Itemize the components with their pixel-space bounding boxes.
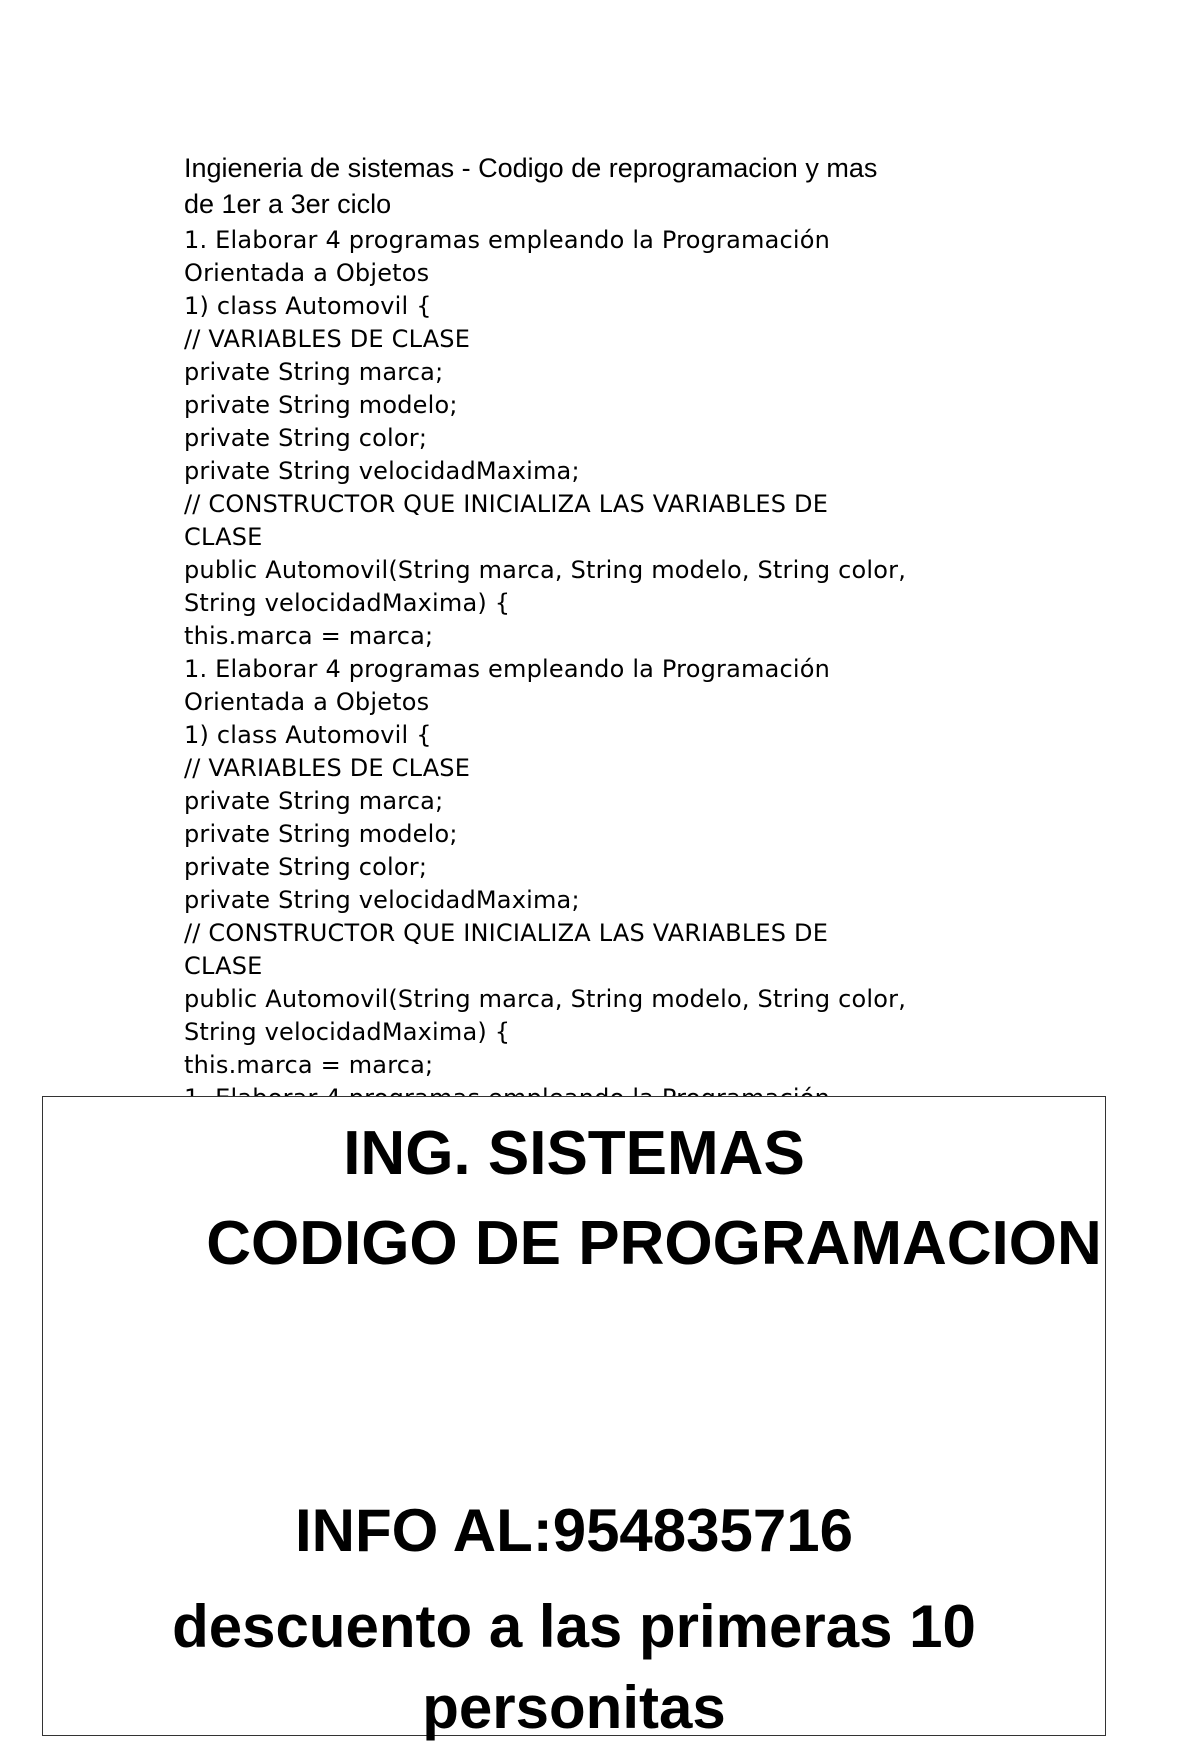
body-line: private String modelo;: [184, 391, 458, 419]
body-line: public Automovil(String marca, String modelo, String color,: [184, 556, 907, 584]
overlay-discount-line-2: personitas: [422, 1674, 726, 1741]
document-body: [184, 224, 1084, 1115]
body-line: private String modelo;: [184, 820, 458, 848]
body-line: Orientada a Objetos: [184, 688, 430, 716]
body-line: // CONSTRUCTOR QUE INICIALIZA LAS VARIABLES DE: [184, 490, 829, 518]
promo-overlay-box: [42, 1096, 1106, 1741]
body-line: this.marca = marca;: [184, 622, 434, 650]
body-line: private String marca;: [184, 787, 444, 815]
body-line: private String color;: [184, 853, 428, 881]
body-line: // VARIABLES DE CLASE: [184, 754, 471, 782]
overlay-info-line: INFO AL:954835716: [294, 1497, 854, 1564]
body-line: private String marca;: [184, 358, 444, 386]
overlay-heading-line-1: ING. SISTEMAS: [343, 1119, 805, 1188]
body-line: // CONSTRUCTOR QUE INICIALIZA LAS VARIABLES DE: [184, 919, 829, 947]
body-line: this.marca = marca;: [184, 1051, 434, 1079]
document-title-line-1: Ingieneria de sistemas - Codigo de reprogramacion y mas: [184, 153, 878, 183]
body-line: private String velocidadMaxima;: [184, 886, 580, 914]
body-line: // VARIABLES DE CLASE: [184, 325, 471, 353]
body-line: CLASE: [184, 523, 263, 551]
overlay-discount-line-1: descuento a las primeras 10: [172, 1593, 976, 1660]
body-line: private String velocidadMaxima;: [184, 457, 580, 485]
body-line: 1. Elaborar 4 programas empleando la Programación: [184, 226, 831, 254]
body-line: 1. Elaborar 4 programas empleando la Programación: [184, 655, 831, 683]
body-line: CLASE: [184, 952, 263, 980]
body-line: Orientada a Objetos: [184, 259, 430, 287]
body-line: String velocidadMaxima) {: [184, 589, 511, 617]
body-line: private String color;: [184, 424, 428, 452]
body-line: 1) class Automovil {: [184, 721, 432, 749]
document-title-line-2: de 1er a 3er ciclo: [184, 189, 392, 219]
body-line: String velocidadMaxima) {: [184, 1018, 511, 1046]
document-page: [184, 150, 1084, 1115]
overlay-heading-line-2: CODIGO DE PROGRAMACION: [206, 1209, 1102, 1278]
body-line: public Automovil(String marca, String modelo, String color,: [184, 985, 907, 1013]
body-line: 1) class Automovil {: [184, 292, 432, 320]
